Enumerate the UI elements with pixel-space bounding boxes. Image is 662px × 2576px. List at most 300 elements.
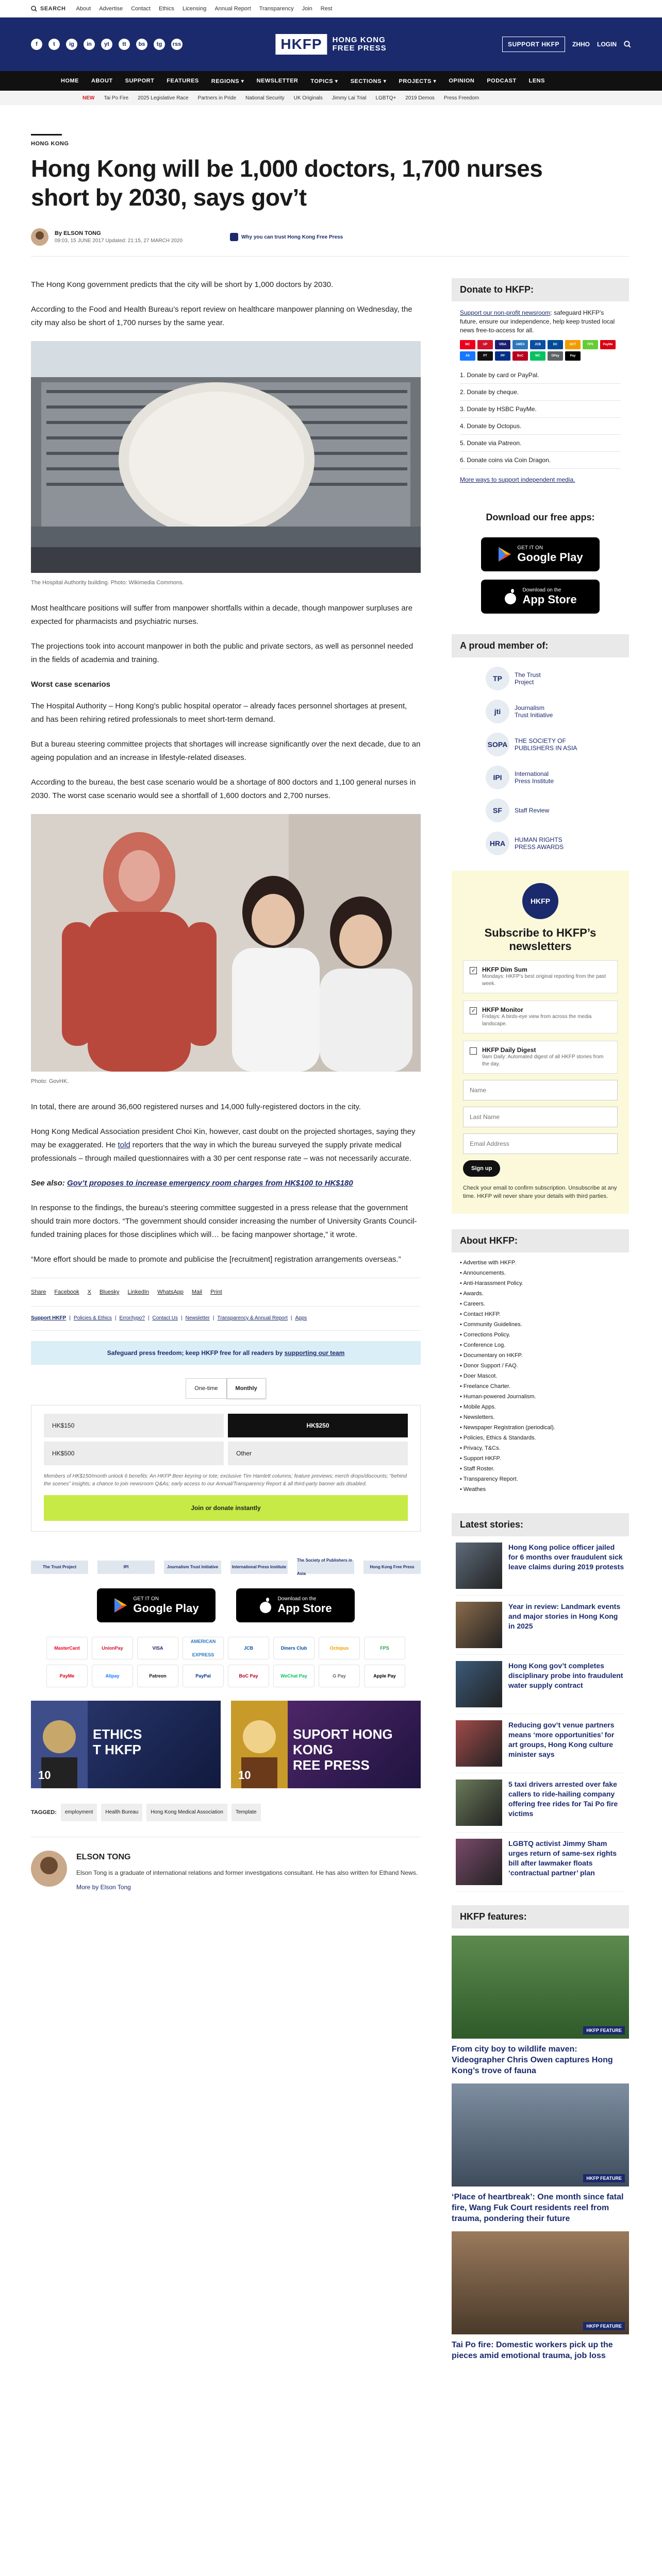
about-link[interactable]: • Corrections Policy. [460, 1330, 621, 1340]
member-logo[interactable] [486, 733, 629, 756]
social-icon[interactable]: tg [154, 39, 165, 50]
share-bar [31, 1278, 421, 1299]
partner-logo[interactable]: Hong Kong Free Press [363, 1561, 421, 1574]
about-link[interactable]: • Weathes [460, 1484, 621, 1495]
latest-story[interactable] [456, 1536, 625, 1596]
paragraph: Hong Kong Medical Association president Choi Kin, however, cast doubt on the projected shortages, saying they may be exaggerated. He told reporters that the way in which the bureau surveyed the supply private medical professionals – through mailed questionnaires with a 30 per cent response rate – was not necessarily accurate. [31, 1127, 416, 1163]
member-name: HUMAN RIGHTS PRESS AWARDS [515, 836, 564, 851]
donation-box [31, 1405, 421, 1532]
feature-tag: HKFP FEATURE [583, 2174, 625, 2182]
payment-logo: PayPal [183, 1665, 224, 1687]
about-link[interactable]: • Newspaper Registration (periodical). [460, 1422, 621, 1433]
tag[interactable]: employment [61, 1804, 97, 1821]
more-ways-link[interactable]: More ways to support independent media. [460, 476, 575, 483]
separator: | [69, 1315, 71, 1321]
nav-item[interactable]: PODCAST [487, 78, 517, 84]
amount-option[interactable]: HK$250 [228, 1414, 408, 1437]
feature-image[interactable] [452, 2231, 629, 2334]
author-name[interactable]: By ELSON TONG [55, 230, 101, 236]
payment-logo: AMERICAN EXPRESS [183, 1637, 224, 1659]
tag[interactable]: Health Bureau [101, 1804, 142, 1821]
latest-story[interactable] [456, 1596, 625, 1655]
ethics-banner-title: ETHICS T HKFP [93, 1726, 142, 1757]
member-logo[interactable] [486, 766, 629, 789]
nav-item[interactable]: OPINION [449, 78, 475, 84]
support-link[interactable]: Contact Us [152, 1315, 178, 1321]
new-badge: NEW [82, 95, 95, 101]
author-box-name[interactable]: ELSON TONG [76, 1853, 131, 1861]
about-link[interactable]: • Contact HKFP. [460, 1309, 621, 1319]
story-thumbnail[interactable] [456, 1839, 502, 1885]
sidebar-app-store-button[interactable] [481, 580, 600, 614]
social-icons [31, 39, 183, 50]
story-title[interactable]: Hong Kong gov’t completes disciplinary probe into fraudulent water supply contract [508, 1662, 623, 1689]
monthly-tab[interactable]: Monthly [227, 1378, 266, 1399]
top-link[interactable]: Join [302, 5, 312, 12]
sidebar-google-play-button[interactable] [481, 537, 600, 571]
amount-option[interactable]: Other [228, 1442, 408, 1465]
ethics-banner[interactable] [31, 1701, 221, 1788]
promo-banners [31, 1701, 421, 1788]
paragraph: “More effort should be made to promote and publicise the [recruitment] registration arrangements overseas.” [31, 1255, 401, 1264]
share-link[interactable]: LinkedIn [127, 1289, 150, 1295]
payment-logo: Octopus [319, 1637, 360, 1659]
about-link[interactable]: • Support HKFP. [460, 1453, 621, 1464]
card-logo: OCT [565, 340, 581, 349]
logo-line-2: FREE PRESS [332, 44, 387, 53]
paragraph: The Hospital Authority – Hong Kong’s public hospital operator – already faces personnel shortages at present, and has been rehiring retired professionals to meet short-term demand. [31, 702, 407, 724]
author-bio: Elson Tong is a graduate of international relations and former investigations consultant. He has also written for Ethand News. [76, 1869, 418, 1876]
publish-dates: 09:03, 15 JUNE 2017 Updated: 21:15, 27 MARCH 2020 [55, 238, 183, 244]
top-link[interactable]: Annual Report [214, 5, 251, 12]
anatomy-model-illustration [31, 814, 421, 1072]
logo-text [333, 36, 387, 53]
support-banner[interactable] [231, 1701, 421, 1788]
feature-stories [452, 1936, 629, 2361]
card-logo: Ali [460, 351, 475, 361]
card-logo: PayMe [600, 340, 616, 349]
share-link[interactable]: Bluesky [100, 1289, 120, 1295]
feature-tag: HKFP FEATURE [583, 2322, 625, 2330]
member-icon: SOPA [486, 733, 509, 756]
story-thumbnail[interactable] [456, 1661, 502, 1707]
apple-label: App Store [277, 1602, 332, 1615]
apple-icon [259, 1598, 272, 1613]
nav-item[interactable]: REGIONS ▾ [211, 78, 244, 84]
nav-item[interactable]: TOPICS ▾ [310, 78, 338, 84]
trending-link[interactable]: Partners in Pride [197, 95, 237, 101]
nav-item[interactable]: ABOUT [91, 78, 113, 84]
sign-up-button[interactable]: Sign up [463, 1160, 500, 1177]
donate-panel [452, 301, 629, 490]
member-logo[interactable] [486, 667, 629, 690]
share-link[interactable]: Share [31, 1289, 46, 1295]
story-title[interactable]: Hong Kong police officer jailed for 6 months over fraudulent sick leave claims during 2019 protests [508, 1543, 624, 1571]
about-link[interactable]: • Announcements. [460, 1268, 621, 1278]
google-play-icon [113, 1598, 128, 1613]
member-logo[interactable] [486, 700, 629, 723]
story-title[interactable]: Reducing gov’t venue partners means ‘more opportunities’ for art groups, Hong Kong culture minister says [508, 1721, 615, 1758]
story-thumbnail[interactable] [456, 1720, 502, 1767]
member-perks: Members of HK$150/month unlock 6 benefits: An HKFP Beer keyring or tote; exclusive Tim Hamlett columns; feature previews; merch drops/discounts; “behind the scenes” insights; a chance to join newsroom Q&As; early access to our Annual/Transparency Report & all third-party banner ads disabled. [44, 1473, 407, 1487]
supporting-link[interactable]: supporting our team [284, 1349, 345, 1357]
member-icon: TP [486, 667, 509, 690]
about-link[interactable]: • Community Guidelines. [460, 1319, 621, 1330]
newsletter-signup [452, 871, 629, 1214]
trust-icon [230, 233, 238, 241]
google-label: Google Play [133, 1602, 199, 1615]
partner-logos [31, 1558, 421, 1576]
about-link[interactable]: • Policies, Ethics & Standards. [460, 1433, 621, 1443]
author-avatar[interactable] [31, 228, 48, 246]
about-link[interactable]: • Human-powered Journalism. [460, 1392, 621, 1402]
trending-bar [0, 91, 662, 105]
option-checkbox[interactable] [470, 1007, 477, 1014]
language-switch[interactable]: ZHHO [572, 41, 590, 48]
more-by-author-link[interactable]: More by Elson Tong [76, 1884, 131, 1891]
about-link[interactable]: • Documentary on HKFP. [460, 1350, 621, 1361]
card-logo: UP [477, 340, 493, 349]
app-store-button[interactable] [236, 1588, 355, 1622]
latest-story[interactable] [456, 1655, 625, 1714]
category-rule [31, 134, 62, 135]
paragraph: In response to the findings, the bureau’s steering committee suggested in a press release that the government should train more doctors. “The government should consider increasing the number of University Grants Council-funded training places for those disciplines which will… be facing manpower shortage,” it wrote. [31, 1204, 417, 1239]
trending-link[interactable]: 2019 Demos [405, 95, 435, 101]
author-box [31, 1837, 421, 1894]
share-link[interactable]: Mail [191, 1289, 203, 1295]
support-banner-title: SUPORT HONG KONG REE PRESS [293, 1726, 393, 1773]
share-link[interactable]: WhatsApp [157, 1289, 184, 1295]
nav-item[interactable]: SUPPORT [125, 78, 155, 84]
top-link[interactable]: About [76, 5, 91, 12]
trust-link[interactable] [230, 233, 343, 241]
payment-logo: FPS [364, 1637, 405, 1659]
social-icon[interactable]: yt [101, 39, 112, 50]
feature-story[interactable] [452, 2231, 629, 2361]
payment-methods [31, 1637, 421, 1687]
one-time-tab[interactable]: One-time [186, 1378, 226, 1399]
feature-title[interactable]: Tai Po fire: Domestic workers pick up the pieces amid emotional trauma, job loss [452, 2341, 613, 2360]
latest-story[interactable] [456, 1773, 625, 1833]
name-field[interactable] [463, 1080, 618, 1100]
about-link[interactable]: • Conference Log. [460, 1340, 621, 1350]
payment-logo: JCB [228, 1637, 269, 1659]
about-heading: About HKFP: [452, 1229, 629, 1252]
nav-item[interactable]: FEATURES [167, 78, 199, 84]
safeguard-banner: Safeguard press freedom; keep HKFP free for all readers by supporting our team [31, 1341, 421, 1365]
tag-list [61, 1804, 261, 1821]
payment-logo: Alipay [92, 1665, 133, 1687]
newsletter-option[interactable] [463, 1041, 618, 1074]
payment-logo: G Pay [319, 1665, 360, 1687]
card-logo: WC [530, 351, 545, 361]
login-link[interactable]: LOGIN [597, 41, 617, 48]
main-nav [0, 71, 662, 91]
donate-intro: Support our non-profit newsroom: safeguard HKFP’s future, ensure our independence, help keep trusted local news free-to-access for all. [460, 309, 615, 334]
member-name: Staff Review [515, 807, 550, 814]
latest-story[interactable] [456, 1714, 625, 1773]
support-link[interactable]: Policies & Ethics [73, 1315, 112, 1321]
article-body [31, 278, 421, 2361]
tags-row [31, 1804, 421, 1821]
banner-badge: 10 [238, 1769, 251, 1782]
hospital-photo [31, 341, 421, 573]
top-link[interactable]: Transparency [259, 5, 294, 12]
amount-option[interactable]: HK$150 [44, 1414, 224, 1437]
hospital-building-illustration [31, 341, 421, 573]
about-link[interactable]: • Awards. [460, 1289, 621, 1299]
card-logo: JCB [530, 340, 545, 349]
see-also-link[interactable]: Gov’t proposes to increase emergency room charges from HK$100 to HK$180 [67, 1179, 353, 1188]
last-name-field[interactable] [463, 1107, 618, 1127]
amount-option[interactable]: HK$500 [44, 1442, 224, 1465]
feature-title[interactable]: ‘Place of heartbreak’: One month since fatal fire, Wang Fuk Court residents reel from trauma, pondering their future [452, 2193, 624, 2223]
about-link[interactable]: • Freelance Charter. [460, 1381, 621, 1392]
feature-tag: HKFP FEATURE [583, 2026, 625, 2035]
story-title[interactable]: LGBTQ activist Jimmy Sham urges return of same-sex rights bill after lawmaker floats ‘contractual partner’ plan [508, 1839, 617, 1877]
support-hkfp-button[interactable]: SUPPORT HKFP [502, 37, 565, 52]
about-link[interactable]: • Mobile Apps. [460, 1402, 621, 1412]
option-desc: Fridays: A birds-eye view from across the media landscape. [482, 1014, 592, 1027]
support-link[interactable]: Newsletter [185, 1315, 210, 1321]
paragraph: But a bureau steering committee projects that shortages will increase significantly over the next decade, due to an ageing population and an increase in lifestyle-related diseases. [31, 740, 421, 762]
donate-method-link[interactable]: 1. Donate by card or PayPal. [460, 367, 621, 384]
search-icon [31, 6, 37, 12]
story-thumbnail[interactable] [456, 1543, 502, 1589]
member-name: The Trust Project [515, 671, 541, 686]
apple-label: App Store [522, 592, 577, 606]
app-downloads [31, 1588, 421, 1622]
newsletter-option[interactable] [463, 960, 618, 993]
byline [31, 228, 629, 257]
about-link[interactable]: • Careers. [460, 1299, 621, 1309]
byline-text [55, 230, 183, 244]
about-link[interactable]: • Donor Support / FAQ. [460, 1361, 621, 1371]
payment-logo: Apple Pay [364, 1665, 405, 1687]
payment-logo: UnionPay [92, 1637, 133, 1659]
newsletter-fine-print: Check your email to confirm subscription. Unsubscribe at any time. HKFP will never share your details with third parties. [463, 1185, 617, 1199]
donate-button[interactable]: Join or donate instantly [44, 1495, 408, 1521]
social-icon[interactable]: f [31, 39, 42, 50]
tag[interactable]: Hong Kong Medical Association [146, 1804, 227, 1821]
separator: | [147, 1315, 150, 1321]
option-desc: Mondays: HKFP’s best original reporting from the past week. [482, 974, 606, 987]
separator: | [212, 1315, 214, 1321]
search-icon[interactable] [624, 41, 631, 48]
payment-logo: WeChat Pay [273, 1665, 315, 1687]
option-desc: 9am Daily: Automated digest of all HKFP stories from the day. [482, 1054, 604, 1067]
share-link[interactable]: Print [210, 1289, 222, 1295]
top-bar [0, 0, 662, 18]
story-thumbnail[interactable] [456, 1780, 502, 1826]
member-logos [452, 667, 629, 855]
member-icon: SF [486, 799, 509, 822]
trending-link[interactable]: UK Originals [293, 95, 323, 101]
about-link[interactable]: • Newsletters. [460, 1412, 621, 1422]
feature-story[interactable] [452, 2083, 629, 2224]
member-logo[interactable] [486, 832, 629, 855]
apple-small: Download on the [522, 587, 561, 593]
google-label: Google Play [517, 550, 583, 564]
option-title: HKFP Daily Digest [482, 1046, 536, 1054]
paragraph: Most healthcare positions will suffer from manpower shortfalls within a decade, though manpower surpluses are expected for pharmacists and psychiatric nurses. [31, 604, 413, 626]
features-heading: HKFP features: [452, 1905, 629, 1928]
card-logo: FPS [583, 340, 598, 349]
search-label: SEARCH [40, 5, 66, 12]
about-link[interactable]: • Advertise with HKFP. [460, 1258, 621, 1268]
separator: | [181, 1315, 183, 1321]
donate-method-link[interactable]: 2. Donate by cheque. [460, 384, 621, 401]
newsletter-title: Subscribe to HKFP’s newsletters [484, 926, 597, 953]
support-link[interactable]: Transparency & Annual Report [217, 1315, 288, 1321]
trending-links [104, 95, 479, 101]
donate-methods [460, 367, 621, 469]
feature-title[interactable]: From city boy to wildlife maven: Videographer Chris Owen captures Hong Kong’s trove of fauna [452, 2045, 613, 2075]
member-logo[interactable] [486, 799, 629, 822]
search-button[interactable] [31, 6, 65, 12]
trust-label: Why you can trust Hong Kong Free Press [241, 234, 343, 240]
social-icon[interactable]: tt [119, 39, 130, 50]
donate-heading: Donate to HKFP: [452, 278, 629, 301]
story-title[interactable]: Year in review: Landmark events and major stories in Hong Kong in 2025 [508, 1602, 621, 1630]
card-logo: DC [548, 340, 563, 349]
told-link[interactable]: told [118, 1141, 130, 1149]
partner-logo[interactable]: International Press Institute [230, 1561, 288, 1574]
paragraph: According to the bureau, the best case scenario would be a shortage of 800 doctors and 1,100 general nurses in 2030. The worst case scenario would see a shortfall of 1,600 doctors and 2,700 nurses. [31, 778, 416, 800]
nav-item[interactable]: PROJECTS ▾ [399, 78, 437, 84]
about-link[interactable]: • Anti-Harassment Policy. [460, 1278, 621, 1289]
tags-label: TAGGED: [31, 1809, 57, 1816]
member-name: Journalism Trust Initiative [515, 704, 553, 719]
trending-link[interactable]: Jimmy Lai Trial [332, 95, 367, 101]
share-link[interactable]: X [87, 1289, 92, 1295]
payment-logo: Diners Club [273, 1637, 315, 1659]
top-link[interactable]: Licensing [182, 5, 207, 12]
support-links [31, 1306, 421, 1331]
member-name: THE SOCIETY OF PUBLISHERS IN ASIA [515, 737, 577, 752]
social-icon[interactable]: t [48, 39, 60, 50]
donate-method-link[interactable]: 6. Donate coins via Coin Dragon. [460, 452, 621, 469]
latest-stories [452, 1536, 629, 1892]
card-logo: GPay [548, 351, 563, 361]
paragraph: According to the Food and Health Bureau’s report review on healthcare manpower planning on Wednesday, the city may also be short of 1,700 nurses by the same year. [31, 305, 412, 327]
option-title: HKFP Monitor [482, 1006, 523, 1013]
tag[interactable]: Template [231, 1804, 261, 1821]
nonprofit-link[interactable]: Support our non-profit newsroom [460, 309, 551, 316]
social-icon[interactable]: in [84, 39, 95, 50]
article-category[interactable]: HONG KONG [31, 141, 69, 147]
paragraph: In total, there are around 36,600 registered nurses and 14,000 fully-registered doctors in the city. [31, 1103, 361, 1111]
trending-link[interactable]: 2025 Legislative Race [138, 95, 189, 101]
donate-method-link[interactable]: 3. Donate by HSBC PayMe. [460, 401, 621, 418]
top-link[interactable]: Ethics [158, 5, 174, 12]
amount-options [44, 1414, 408, 1465]
story-thumbnail[interactable] [456, 1602, 502, 1648]
support-link[interactable]: Apps [295, 1315, 307, 1321]
trending-link[interactable]: LGBTQ+ [375, 95, 396, 101]
section-heading: Worst case scenarios [31, 680, 110, 689]
social-icon[interactable]: bs [136, 39, 147, 50]
trending-link[interactable]: National Security [245, 95, 285, 101]
newsletter-logo: HKFP [522, 883, 558, 919]
google-play-icon [498, 547, 512, 562]
trending-link[interactable]: Press Freedom [443, 95, 479, 101]
email-field[interactable] [463, 1133, 618, 1154]
logo-mark: HKFP [275, 34, 327, 55]
option-checkbox[interactable] [470, 967, 477, 974]
member-heading: A proud member of: [452, 634, 629, 657]
feature-image[interactable] [452, 2083, 629, 2187]
nav-item[interactable]: SECTIONS ▾ [350, 78, 387, 84]
member-icon: jti [486, 700, 509, 723]
feature-image[interactable] [452, 1936, 629, 2039]
about-link[interactable]: • Staff Roster. [460, 1464, 621, 1474]
nav-item[interactable]: LENS [528, 78, 545, 84]
card-logo: PP [495, 351, 510, 361]
social-icon[interactable]: rss [171, 39, 183, 50]
paragraph: The projections took into account manpower in both the public and private sectors, as well as personnel needed in the fields of academia and training. [31, 642, 413, 664]
paragraph: The Hong Kong government predicts that the city will be short by 1,000 doctors by 2030. [31, 280, 334, 289]
photo-caption: Photo: GovHK. [31, 1078, 69, 1084]
google-small: GET IT ON [133, 1596, 159, 1602]
top-link[interactable]: Advertise [99, 5, 123, 12]
see-also: See also: Gov’t proposes to increase emergency room charges from HK$100 to HK$180 [31, 1179, 353, 1188]
top-link[interactable]: Rest [320, 5, 333, 12]
member-name: International Press Institute [515, 770, 554, 785]
about-link[interactable]: • Transparency Report. [460, 1474, 621, 1484]
partner-logo[interactable]: Journalism Trust Initiative [164, 1561, 221, 1574]
share-link[interactable]: Facebook [54, 1289, 79, 1295]
partner-logo[interactable]: The Society of Publishers in Asia [297, 1561, 354, 1574]
masthead [0, 18, 662, 71]
social-icon[interactable]: ig [66, 39, 77, 50]
member-icon: HRA [486, 832, 509, 855]
newsletter-option[interactable] [463, 1001, 618, 1033]
nav-item[interactable]: NEWSLETTER [256, 78, 299, 84]
top-link[interactable]: Contact [131, 5, 151, 12]
banner-badge: 10 [38, 1769, 51, 1782]
site-logo[interactable] [275, 34, 386, 55]
trending-link[interactable]: Tai Po Fire [104, 95, 129, 101]
support-hkfp-link[interactable]: Support HKFP [31, 1315, 67, 1321]
partner-logo[interactable]: IPI [97, 1561, 155, 1574]
medical-training-photo [31, 814, 421, 1072]
author-box-avatar[interactable] [31, 1851, 67, 1887]
about-link[interactable]: • Privacy, T&Cs. [460, 1443, 621, 1453]
latest-story[interactable] [456, 1833, 625, 1892]
newsletter-options [463, 960, 618, 1074]
story-title[interactable]: 5 taxi drivers arrested over fake callers to ride-hailing company offering free rides for Tai Po fire victims [508, 1780, 618, 1818]
apple-icon [504, 589, 517, 604]
feature-story[interactable] [452, 1936, 629, 2076]
google-play-button[interactable] [97, 1588, 216, 1622]
donate-method-link[interactable]: 5. Donate via Patreon. [460, 435, 621, 452]
card-logo: Pay [565, 351, 581, 361]
apple-small: Download on the [277, 1596, 317, 1602]
partner-logo[interactable]: The Trust Project [31, 1561, 88, 1574]
support-link[interactable]: Error/typo? [119, 1315, 145, 1321]
card-logo: BoC [512, 351, 528, 361]
payment-logo: Patreon [137, 1665, 178, 1687]
option-title: HKFP Dim Sum [482, 966, 527, 973]
nav-item[interactable]: HOME [61, 78, 79, 84]
logo-line-1: HONG KONG [332, 36, 386, 44]
about-link[interactable]: • Doer Mascot. [460, 1371, 621, 1381]
donate-method-link[interactable]: 4. Donate by Octopus. [460, 418, 621, 435]
article-headline: Hong Kong will be 1,000 doctors, 1,700 nurses short by 2030, says gov’t [31, 155, 543, 211]
option-checkbox[interactable] [470, 1047, 477, 1055]
payment-logo: VISA [137, 1637, 178, 1659]
